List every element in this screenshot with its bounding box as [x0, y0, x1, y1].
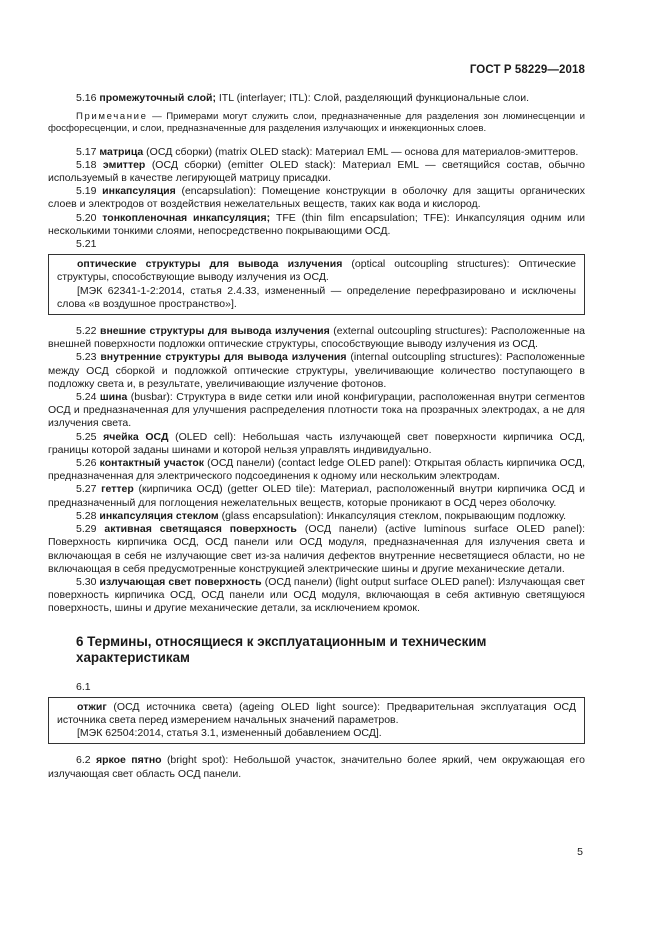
entry-number: 5.19 — [76, 185, 97, 198]
entry-number: 5.30 — [76, 575, 97, 588]
term-entry-6-2 — [48, 754, 585, 780]
term-definition: (external outcoupling structures): Расположенные на внешней поверхности подложки оптические структуры, способствующие выводу излучения из ОСД. — [48, 325, 586, 351]
page-number: 5 — [577, 846, 583, 858]
term-entry-5-21 — [57, 258, 576, 284]
entry-number: 5.24 — [76, 391, 97, 404]
term-name: излучающая свет поверхность — [99, 575, 262, 588]
term-definition: (ОСД источника света) (ageing OLED light source): Предварительная эксплуатация ОСД источника света перед измерением начальных значений параметров. — [57, 700, 576, 726]
note-5-16 — [48, 111, 585, 135]
term-entry-5-26 — [48, 457, 585, 483]
term-definition: (OLED cell): Небольшая часть излучающей свет поверхности кирпичика ОСД, границы которой заданы шинами и которой нельзя управлять индивидуально. — [48, 430, 585, 456]
entry-number: 5.16 — [76, 92, 97, 104]
term-entry-5-19 — [48, 185, 585, 211]
term-definition: (ОСД сборки) (matrix OLED stack): Материал EML — основа для материалов-эмиттеров. — [143, 145, 579, 158]
term-definition: (ОСД панели) (active luminous surface OLED panel): Поверхность кирпичика ОСД, ОСД панели или ОСД модуля, предназначенная для излучения света и включающая в себя не излучающие свет из-за наличия дефектов внутренние несветящиеся области, но не включающая в себя предусмотренные конструкцией электрические шины и другие механические детали. — [48, 523, 585, 575]
entry-number: 5.23 — [76, 351, 97, 364]
term-entry-5-28 — [48, 510, 585, 523]
term-entry-5-22 — [48, 325, 585, 351]
term-definition: (glass encapsulation): Инкапсуляция стеклом, покрывающим подложку. — [218, 509, 567, 522]
term-definition: (кирпичика ОСД) (getter OLED tile): Материал, расположенный внутри кирпичика ОСД и предназначенный для поглощения нежелательных веществ, которые проникают в ОСД через оболочку. — [48, 483, 585, 509]
term-name: эмиттер — [102, 158, 146, 171]
entry-number-6-1: 6.1 — [76, 680, 91, 693]
term-entry-6-1 — [57, 701, 576, 727]
term-name: яркое пятно — [95, 754, 162, 767]
term-name: отжиг — [77, 700, 107, 713]
term-definition: (ОСД панели) (contact ledge OLED panel): Открытая область кирпичика ОСД, предназначенная для электрического подсоединения к одному или нескольким электродам. — [48, 457, 585, 483]
term-name: промежуточный слой; — [99, 92, 216, 104]
standard-header: ГОСТ Р 58229—2018 — [469, 64, 585, 76]
term-box-5-21 — [48, 254, 585, 315]
term-definition: (busbar): Структура в виде сетки или иной конфигурации, расположенная внутри сегментов ОСД и предназначенная для улучшения распределения плотности тока на прозрачных электродах, а не для излучения света. — [48, 391, 585, 430]
entry-number: 5.25 — [76, 430, 97, 443]
term-name: тонкопленочная инкапсуляция; — [102, 211, 271, 224]
term-definition: TFE (thin film encapsulation; TFE): Инкапсуляция одним или несколькими тонкими слоями, непосредственно покрывающими ОСД. — [48, 211, 585, 237]
term-source-6-1: [МЭК 62504:2014, статья 3.1, измененный добавлением ОСД]. — [77, 727, 382, 740]
term-entry-5-27 — [48, 483, 585, 509]
term-entry-5-25 — [48, 431, 585, 457]
page-content — [48, 92, 585, 781]
term-name: ячейка ОСД — [103, 430, 169, 443]
term-name: оптические структуры для вывода излучения — [77, 258, 343, 271]
term-entry-5-23 — [48, 351, 585, 391]
term-name: инкапсуляция стеклом — [99, 509, 219, 522]
term-name: внешние структуры для вывода излучения — [99, 325, 330, 338]
term-entry-5-18 — [48, 159, 585, 185]
entry-number: 6.2 — [76, 754, 91, 767]
term-definition: (internal outcoupling structures): Расположенные между ОСД сборкой и подложкой оптические структуры, увеличивающие количество поступающего в подложку света и, в результате, увеличивающие излучение фотонов. — [48, 351, 585, 390]
term-entry-5-24 — [48, 391, 585, 431]
term-name: матрица — [99, 145, 144, 158]
term-entry-5-29 — [48, 523, 585, 576]
entry-number: 5.20 — [76, 211, 97, 224]
term-entry-5-20 — [48, 212, 585, 238]
term-entry-5-30 — [48, 576, 585, 616]
entry-number: 5.27 — [76, 483, 97, 496]
term-box-6-1 — [48, 697, 585, 745]
entry-number: 5.22 — [76, 325, 97, 338]
term-definition: (encapsulation): Помещение конструкции в оболочку для защиты органических слоев и электродов от воздействия нежелательных веществ, таких как вода и кислород. — [48, 185, 586, 211]
note-label: Примечание — [76, 111, 148, 123]
section-6-title: 6 Термины, относящиеся к эксплуатационным и техническим характеристикам — [76, 633, 487, 666]
entry-number: 5.17 — [76, 145, 97, 158]
term-definition: (ОСД панели) (light output surface OLED panel): Излучающая свет поверхность кирпичика ОСД, ОСД панели или ОСД модуля, включающая в себя активную светящуюся поверхность, шины и другие механические детали, за исключением кромок. — [48, 575, 585, 615]
entry-number: 5.28 — [76, 509, 97, 522]
term-entry-5-16 — [48, 92, 585, 105]
entry-number: 5.26 — [76, 457, 97, 470]
term-name: контактный участок — [99, 457, 205, 470]
entry-number-5-21: 5.21 — [76, 238, 97, 251]
entry-number: 5.18 — [76, 158, 97, 171]
term-definition: (optical outcoupling structures): Оптические структуры, способствующие выводу излучения из ОСД. — [57, 258, 577, 284]
term-name: геттер — [101, 483, 134, 496]
term-definition: ITL (interlayer; ITL): Слой, разделяющий функциональные слои. — [215, 92, 530, 104]
term-source-5-21: [МЭК 62341-1-2:2014, статья 2.4.33, измененный — определение перефразировано и исключены слова «в воздушное пространство»]. — [57, 284, 576, 310]
term-definition: (ОСД сборки) (emitter OLED stack): Материал EML — светящийся состав, обычно используемый в качестве легирующей матрицу присадки. — [48, 158, 586, 185]
term-name: шина — [99, 391, 128, 404]
entry-number: 5.29 — [76, 523, 97, 536]
term-entry-5-17 — [48, 146, 585, 159]
note-text: — Примерами могут служить слои, предназначенные для разделения зон люминесценции и фосфоресценции, и слои, предназначенные для разделения излучающих и инжекционных слоев. — [48, 111, 585, 135]
term-definition: (bright spot): Небольшой участок, значительно более яркий, чем окружающая его излучающая свет область ОСД панели. — [48, 754, 585, 780]
term-name: инкапсуляция — [102, 185, 176, 198]
term-name: внутренние структуры для вывода излучения — [100, 351, 347, 364]
term-name: активная светящаяся поверхность — [104, 523, 297, 536]
